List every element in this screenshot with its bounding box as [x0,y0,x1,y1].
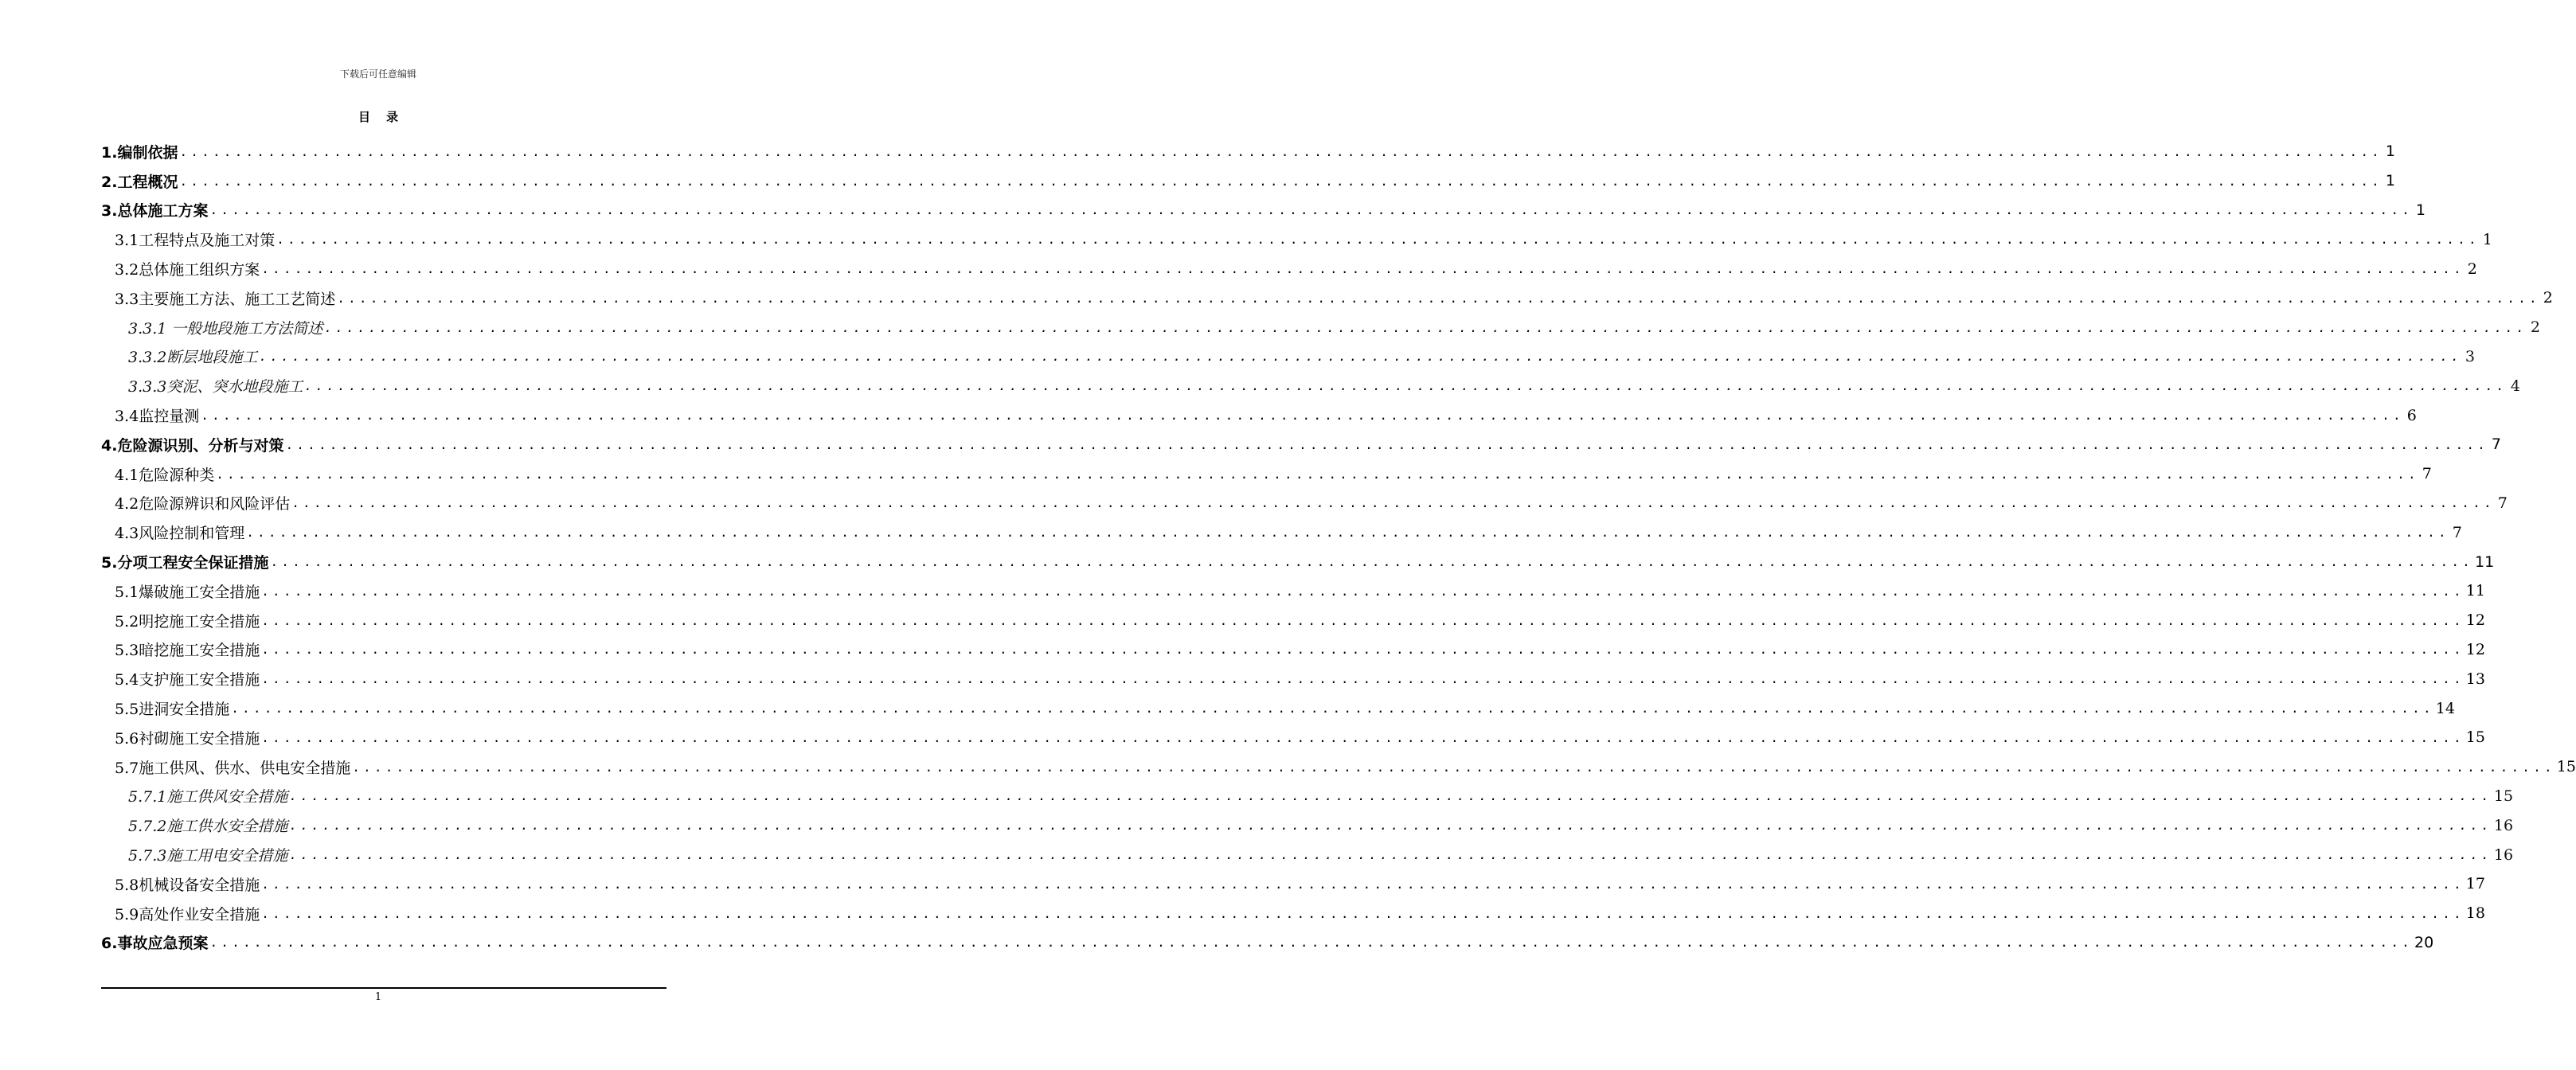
toc-entry-label: 1.编制依据 [101,143,178,162]
toc-entry-page: 2 [2467,260,2477,278]
toc-entry[interactable] [101,810,2514,840]
toc-entry[interactable] [101,254,2477,283]
table-of-contents [101,137,2576,957]
toc-entry[interactable] [101,430,2502,459]
toc-entry[interactable] [101,899,2485,928]
toc-leader-dots: ........................................................................................................................................................................................................ [261,261,2465,277]
toc-entry-label: 3.3.2断层地段施工 [128,349,258,367]
toc-leader-dots: ........................................................................................................................................................................................................ [261,583,2465,599]
toc-entry-page: 7 [2491,435,2502,454]
toc-entry-page: 17 [2465,875,2485,893]
toc-entry[interactable] [101,723,2485,752]
toc-entry-label: 5.2明挖施工安全措施 [115,612,260,631]
toc-entry-page: 7 [2452,523,2462,541]
toc-entry-label: 5.7.3施工用电安全措施 [128,847,288,865]
toc-entry-label: 5.4支护施工安全措施 [115,671,260,689]
toc-entry[interactable] [101,517,2462,547]
toc-entry-page: 1 [2385,143,2396,161]
toc-entry-page: 2 [2530,318,2540,337]
toc-entry-page: 12 [2465,640,2485,658]
toc-entry-label: 4.1危险源种类 [115,466,215,484]
toc-leader-dots: ........................................................................................................................................................................................................ [337,290,2540,306]
toc-entry[interactable] [101,635,2485,665]
toc-entry-label: 4.2危险源辨识和风险评估 [115,495,291,514]
toc-entry-label: 5.3暗挖施工安全措施 [115,642,260,660]
toc-leader-dots: ........................................................................................................................................................................................................ [246,525,2449,541]
toc-entry-page: 11 [2475,553,2495,571]
toc-entry[interactable] [101,782,2514,811]
toc-entry[interactable] [101,371,2520,400]
toc-entry-label: 5.7.2施工供水安全措施 [128,818,288,836]
toc-entry-label: 5.1爆破施工安全措施 [115,583,260,601]
toc-entry-label: 3.3主要施工方法、施工工艺简述 [115,290,336,308]
toc-entry-page: 14 [2435,699,2455,717]
toc-entry-page: 6 [2406,406,2417,424]
toc-entry-label: 5.分项工程安全保证措施 [101,554,269,572]
toc-entry[interactable] [101,313,2540,342]
toc-leader-dots: ........................................................................................................................................................................................................ [285,436,2489,452]
header-note: 下载后可任意编辑 [339,68,416,80]
toc-entry-label: 2.工程概况 [101,173,178,191]
toc-entry-label: 5.6衬砌施工安全措施 [115,729,260,748]
toc-entry-label: 4.危险源识别、分析与对策 [101,436,284,455]
toc-entry[interactable] [101,196,2426,225]
toc-entry[interactable] [101,840,2514,869]
toc-entry-page: 11 [2465,582,2485,600]
toc-entry-page: 15 [2465,728,2485,747]
toc-leader-dots: ........................................................................................................................................................................................................ [304,378,2508,394]
toc-entry-label: 5.5进洞安全措施 [115,701,230,719]
toc-entry-page: 13 [2465,670,2485,688]
footer-divider [101,987,666,989]
toc-entry[interactable] [101,342,2475,372]
toc-leader-dots: ........................................................................................................................................................................................................ [261,876,2465,892]
toc-entry-page: 12 [2465,611,2485,630]
toc-leader-dots: ........................................................................................................................................................................................................ [261,671,2465,687]
toc-leader-dots: ........................................................................................................................................................................................................ [270,554,2474,570]
toc-entry-label: 5.8机械设备安全措施 [115,876,260,894]
toc-leader-dots: ........................................................................................................................................................................................................ [216,466,2419,482]
toc-entry[interactable] [101,166,2396,196]
toc-entry-page: 15 [2556,758,2576,776]
toc-entry-label: 5.7施工供风、供水、供电安全措施 [115,759,351,777]
toc-leader-dots: ........................................................................................................................................................................................................ [231,701,2434,717]
toc-leader-dots: ........................................................................................................................................................................................................ [352,759,2555,775]
toc-leader-dots: ........................................................................................................................................................................................................ [324,319,2527,335]
toc-entry-page: 1 [2385,172,2396,190]
toc-leader-dots: ........................................................................................................................................................................................................ [179,173,2383,189]
toc-entry-page: 4 [2510,377,2520,395]
toc-entry[interactable] [101,459,2432,489]
toc-entry[interactable] [101,869,2485,899]
toc-entry-page: 15 [2493,787,2514,805]
toc-leader-dots: ........................................................................................................................................................................................................ [289,788,2492,804]
toc-entry[interactable] [101,547,2495,576]
toc-entry-label: 3.4监控量测 [115,408,200,426]
toc-leader-dots: ........................................................................................................................................................................................................ [201,408,2404,424]
toc-entry[interactable] [101,752,2576,782]
toc-entry-page: 7 [2422,465,2432,483]
toc-leader-dots: ........................................................................................................................................................................................................ [291,495,2495,511]
toc-entry[interactable] [101,928,2434,958]
toc-entry[interactable] [101,225,2492,254]
toc-leader-dots: ........................................................................................................................................................................................................ [289,847,2492,863]
toc-entry[interactable] [101,576,2485,606]
toc-leader-dots: ........................................................................................................................................................................................................ [209,202,2414,218]
toc-entry[interactable] [101,400,2417,430]
toc-entry-page: 1 [2482,230,2492,248]
toc-entry-page: 20 [2414,933,2434,951]
toc-entry-label: 3.总体施工方案 [101,202,209,221]
toc-entry-page: 16 [2493,845,2514,864]
toc-entry-page: 2 [2543,289,2553,307]
toc-leader-dots: ........................................................................................................................................................................................................ [261,612,2465,628]
toc-title: 目录 [358,110,414,124]
toc-leader-dots: ........................................................................................................................................................................................................ [259,349,2462,365]
toc-entry-label: 5.9高处作业安全措施 [115,905,260,924]
toc-leader-dots: ........................................................................................................................................................................................................ [261,905,2465,921]
toc-leader-dots: ........................................................................................................................................................................................................ [289,818,2492,834]
toc-entry-label: 6.事故应急预案 [101,935,209,953]
toc-entry-page: 3 [2465,347,2475,365]
toc-entry[interactable] [101,606,2485,635]
toc-entry-label: 3.3.3突泥、突水地段施工 [128,378,303,396]
toc-entry-label: 4.3风险控制和管理 [115,525,245,543]
toc-entry-label: 3.1工程特点及施工对策 [115,232,276,250]
toc-leader-dots: ........................................................................................................................................................................................................ [261,642,2465,658]
toc-entry-page: 1 [2415,201,2426,219]
toc-entry-page: 16 [2493,816,2514,834]
toc-leader-dots: ........................................................................................................................................................................................................ [179,143,2383,159]
toc-entry-label: 5.7.1施工供风安全措施 [128,788,288,806]
toc-leader-dots: ........................................................................................................................................................................................................ [261,729,2465,745]
toc-entry-label: 3.2总体施工组织方案 [115,261,260,279]
toc-leader-dots: ........................................................................................................................................................................................................ [276,232,2480,248]
toc-entry[interactable] [101,664,2485,693]
toc-entry-page: 18 [2465,904,2485,923]
toc-entry-label: 3.3.1 一般地段施工方法简述 [128,319,323,338]
toc-entry[interactable] [101,137,2396,166]
toc-entry[interactable] [101,283,2553,313]
toc-entry[interactable] [101,693,2455,723]
toc-entry[interactable] [101,489,2508,518]
toc-entry-page: 7 [2497,494,2508,512]
toc-leader-dots: ........................................................................................................................................................................................................ [209,935,2414,951]
footer-page-number: 1 [374,991,382,1003]
